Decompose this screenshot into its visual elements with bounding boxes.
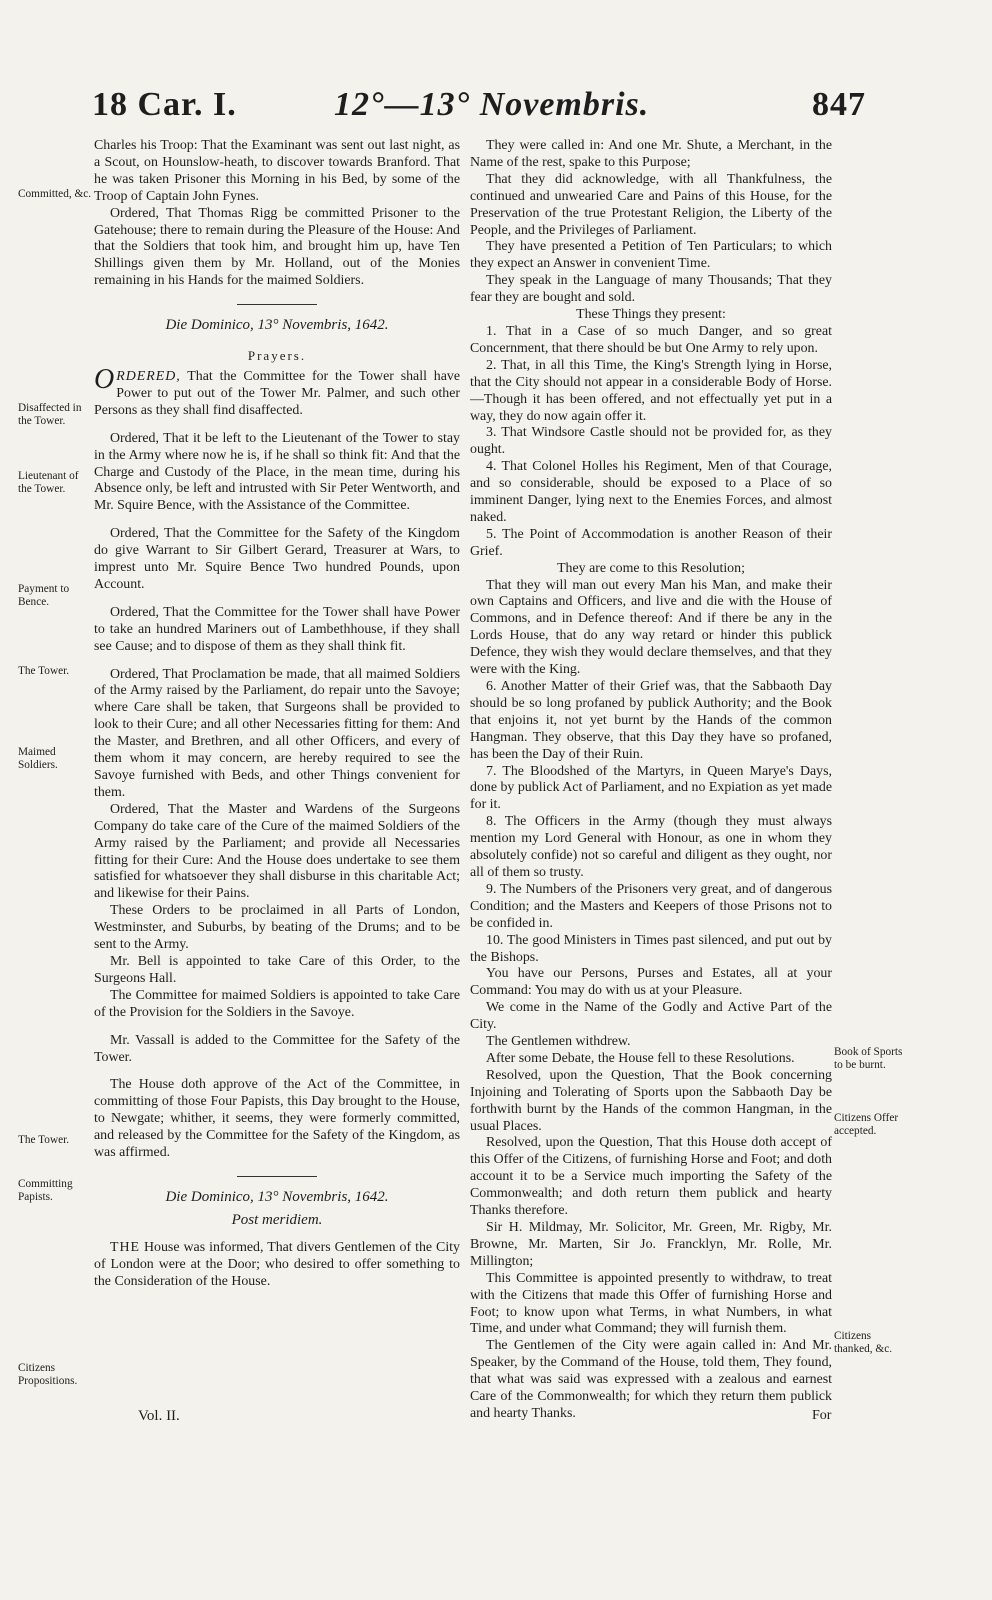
paragraph: The Gentlemen of the City were again called in: And Mr. Speaker, by the Command of the House, told them, They found, that what was said was expressed with a zealous and earnest Care of the Commonwealth; for which they return them publick and hearty Thanks.	[470, 1338, 832, 1421]
paragraph: 9. The Numbers of the Prisoners very great, and of dangerous Condition; and the Masters and Keepers of those Prisons not to be confided in.	[470, 881, 832, 931]
paragraph: Ordered, That the Committee for the Tower shall have Power to take an hundred Mariners out of Lambethhouse, if they shall see Cause; and to dispose of them as they shall think fit.	[94, 604, 460, 654]
prayers-heading: Prayers.	[247, 348, 307, 364]
paragraph: After some Debate, the House fell to these Resolutions.	[486, 1050, 795, 1066]
paragraph: 8. The Officers in the Army (though they must always mention my Lord General with Honour, as one in whom they absolutely confide) not so careful and diligent as they ought, nor all of them so trusty.	[470, 814, 832, 880]
margin-note: Maimed Soldiers.	[18, 746, 58, 771]
header-dates: 12°—13° Novembris.	[334, 86, 650, 123]
paragraph: We come in the Name of the Godly and Active Part of the City.	[470, 1000, 832, 1033]
margin-note: Committing Papists.	[18, 1178, 73, 1203]
paragraph: 3. That Windsore Castle should not be provided for, as they ought.	[470, 425, 832, 458]
paragraph: 2. That, in all this Time, the King's Strength lying in Horse, that the City should not appear in a considerable Body of Horse.—Though it has been offered, and not effectually yet put in a way, they do now again offer it.	[470, 357, 832, 424]
paragraph: The Gentlemen withdrew.	[486, 1034, 631, 1050]
paragraph: 10. The good Ministers in Times past silenced, and put out by the Bishops.	[470, 932, 832, 965]
paragraph: They speak in the Language of many Thousands; That they fear they are bought and sold.	[470, 273, 832, 306]
paragraph: Ordered, That Thomas Rigg be committed Prisoner to the Gatehouse; there to remain during the Pleasure of the House: And that the Soldiers that took him, and brought him up, have Ten Shillings given them by Mr. Holland, out of the Monies remaining in his Hands for the maimed Soldiers.	[94, 205, 460, 289]
margin-note: Disaffected in the Tower.	[18, 402, 82, 427]
date-heading: Die Dominico, 13° Novembris, 1642.	[165, 1188, 389, 1205]
margin-note: Committed, &c.	[18, 188, 92, 200]
paragraph: 4. That Colonel Holles his Regiment, Men of that Courage, and so considerable, should be exposed to a Place of so imminent Danger, lying next to the Enemies Forces, and almost naked.	[470, 459, 832, 525]
header-page-number: 847	[812, 86, 866, 123]
drop-cap: O	[94, 363, 115, 395]
margin-note: Citizens thanked, &c.	[834, 1330, 893, 1355]
header-regnal-year: 18 Car. I.	[92, 86, 237, 123]
margin-note: Lieutenant of the Tower.	[18, 470, 79, 495]
paragraph: 7. The Bloodshed of the Martyrs, in Queen Marye's Days, done by publick Act of Parliament, and no Expiation as yet made for it.	[470, 763, 832, 813]
divider	[237, 1176, 317, 1177]
paragraph: Ordered, That the Master and Wardens of the Surgeons Company do take care of the Cure of the maimed Soldiers of the Army raised by the Parliament; and provide all Necessaries fitting for their Cure: And the House does undertake to see them satisfied for whatsoever they shall disburse in this charitable Act; and likewise for their Pains.	[94, 801, 460, 902]
paragraph: That they did acknowledge, with all Thankfulness, the continued and unwearied Care and Pains of this House, for the Preservation of the true Protestant Religion, the Liberty of the People, and the Privileges of Parliament.	[470, 171, 832, 238]
paragraph: Mr. Vassall is added to the Committee for the Safety of the Tower.	[94, 1032, 460, 1065]
paragraph: THE House was informed, That divers Gentlemen of the City of London were at the Door; who desired to offer something to the Consideration of the House.	[94, 1239, 460, 1289]
left-column	[94, 138, 460, 1290]
paragraph: They are come to this Resolution;	[557, 560, 745, 576]
margin-note: The Tower.	[18, 665, 70, 677]
margin-note: Payment to Bence.	[18, 583, 70, 608]
paragraph: These Things they present:	[576, 307, 726, 323]
paragraph: You have our Persons, Purses and Estates, all at your Command: You may do with us at your Pleasure.	[470, 966, 832, 999]
paragraph: Ordered, That it be left to the Lieutenant of the Tower to stay in the Army where now he is, if he shall so think fit: And that the Charge and Custody of the Place, in the mean time, during his Absence only, be left and intrusted with Sir Peter Wentworth, and Mr. Squire Bence, with the Assistance of the Committee.	[94, 430, 460, 514]
divider	[237, 304, 317, 305]
right-column	[470, 138, 832, 1423]
date-heading: Die Dominico, 13° Novembris, 1642.	[165, 317, 389, 334]
paragraph: Mr. Bell is appointed to take Care of this Order, to the Surgeons Hall.	[94, 953, 460, 986]
paragraph: 1. That in a Case of so much Danger, and so great Concernment, that there should be but One Army to rely upon.	[470, 323, 832, 356]
catchword: For	[812, 1408, 832, 1423]
paragraph: They have presented a Petition of Ten Particulars; to which they expect an Answer in convenient Time.	[470, 239, 832, 272]
margin-note: Citizens Propositions.	[18, 1362, 78, 1387]
paragraph: 6. Another Matter of their Grief was, that the Sabbaoth Day should be so long profaned by publick Authority; and the Book that enjoins it, not yet burnt by the Hands of the common Hangman. They observe, that this Day they have so profaned, has been the Day of their Ruin.	[470, 679, 832, 762]
paragraph: The House doth approve of the Act of the Committee, in committing of those Four Papists, this Day brought to the House, to Newgate; whither, it seems, they were formerly committed, and released by the Committee for the Safety of the Kingdom, as was affirmed.	[94, 1077, 460, 1161]
paragraph: 5. The Point of Accommodation is another Reason of their Grief.	[470, 526, 832, 559]
paragraph: They were called in: And one Mr. Shute, a Merchant, in the Name of the rest, spake to this Purpose;	[470, 138, 832, 170]
paragraph: That they will man out every Man his Man, and make their own Captains and Officers, and live and die with the House of Commons, and in Defence thereof: And if there be any in the Lords House, that do any way retard or hinder this publick Defence, they wish they would declare themselves, and that they were with the King.	[470, 577, 832, 678]
paragraph: Charles his Troop: That the Examinant was sent out last night, as a Scout, on Hounslow-heath, to discover towards Branford. That he was taken Prisoner this Morning in his Bed, by some of the Troop of Captain John Fynes.	[94, 138, 460, 204]
margin-note: The Tower.	[18, 1134, 70, 1146]
volume-footer: Vol. II.	[138, 1408, 180, 1424]
paragraph: This Committee is appointed presently to withdraw, to treat with the Citizens that made this Offer of furnishing Horse and Foot; to know upon what Terms, in what Numbers, in what Time, and under what Command; they will furnish them.	[470, 1270, 832, 1337]
margin-note: Citizens Offer accepted.	[834, 1112, 899, 1137]
paragraph: Resolved, upon the Question, That the Book concerning Injoining and Tolerating of Sports upon the Sabbaoth Day be forthwith burnt by the Hands of the common Hangman, in the usual Places.	[470, 1067, 832, 1134]
paragraph: ORDERED, That the Committee for the Tower shall have Power to put out of the Tower Mr. Palmer, and such other Persons as they shall find disaffected.	[94, 363, 460, 418]
post-meridiem-heading: Post meridiem.	[231, 1211, 323, 1228]
paragraph: Sir H. Mildmay, Mr. Solicitor, Mr. Green, Mr. Rigby, Mr. Browne, Mr. Marten, Sir Jo. Francklyn, Mr. Rolle, Mr. Millington;	[470, 1220, 832, 1269]
paragraph: These Orders to be proclaimed in all Parts of London, Westminster, and Suburbs, by beating of the Drums; and to be sent to the Army.	[94, 903, 460, 953]
paragraph: Resolved, upon the Question, That this House doth accept of this Offer of the Citizens, of furnishing Horse and Foot; and doth account it to be a Service much importing the Safety of the Commonwealth; and doth return them publick and hearty Thanks therefore.	[470, 1135, 832, 1219]
margin-note: Book of Sports to be burnt.	[834, 1046, 903, 1071]
paragraph: The Committee for maimed Soldiers is appointed to take Care of the Provision for the Soldiers in the Savoye.	[94, 987, 460, 1020]
paragraph: Ordered, That Proclamation be made, that all maimed Soldiers of the Army raised by the Parliament, do repair unto the Savoye; where Care shall be taken, that Surgeons shall be provided to look to their Cure; and all other Necessaries fitting for them: And the Master, and Brethren, and all other Officers, and every of them whom it may concern, are hereby required to see the Savoye furnished with Beds, and other Things convenient for them.	[94, 666, 460, 800]
paragraph: Ordered, That the Committee for the Safety of the Kingdom do give Warrant to Sir Gilbert Gerard, Treasurer at Wars, to imprest unto Mr. Squire Bence Two hundred Pounds, upon Account.	[94, 526, 460, 592]
